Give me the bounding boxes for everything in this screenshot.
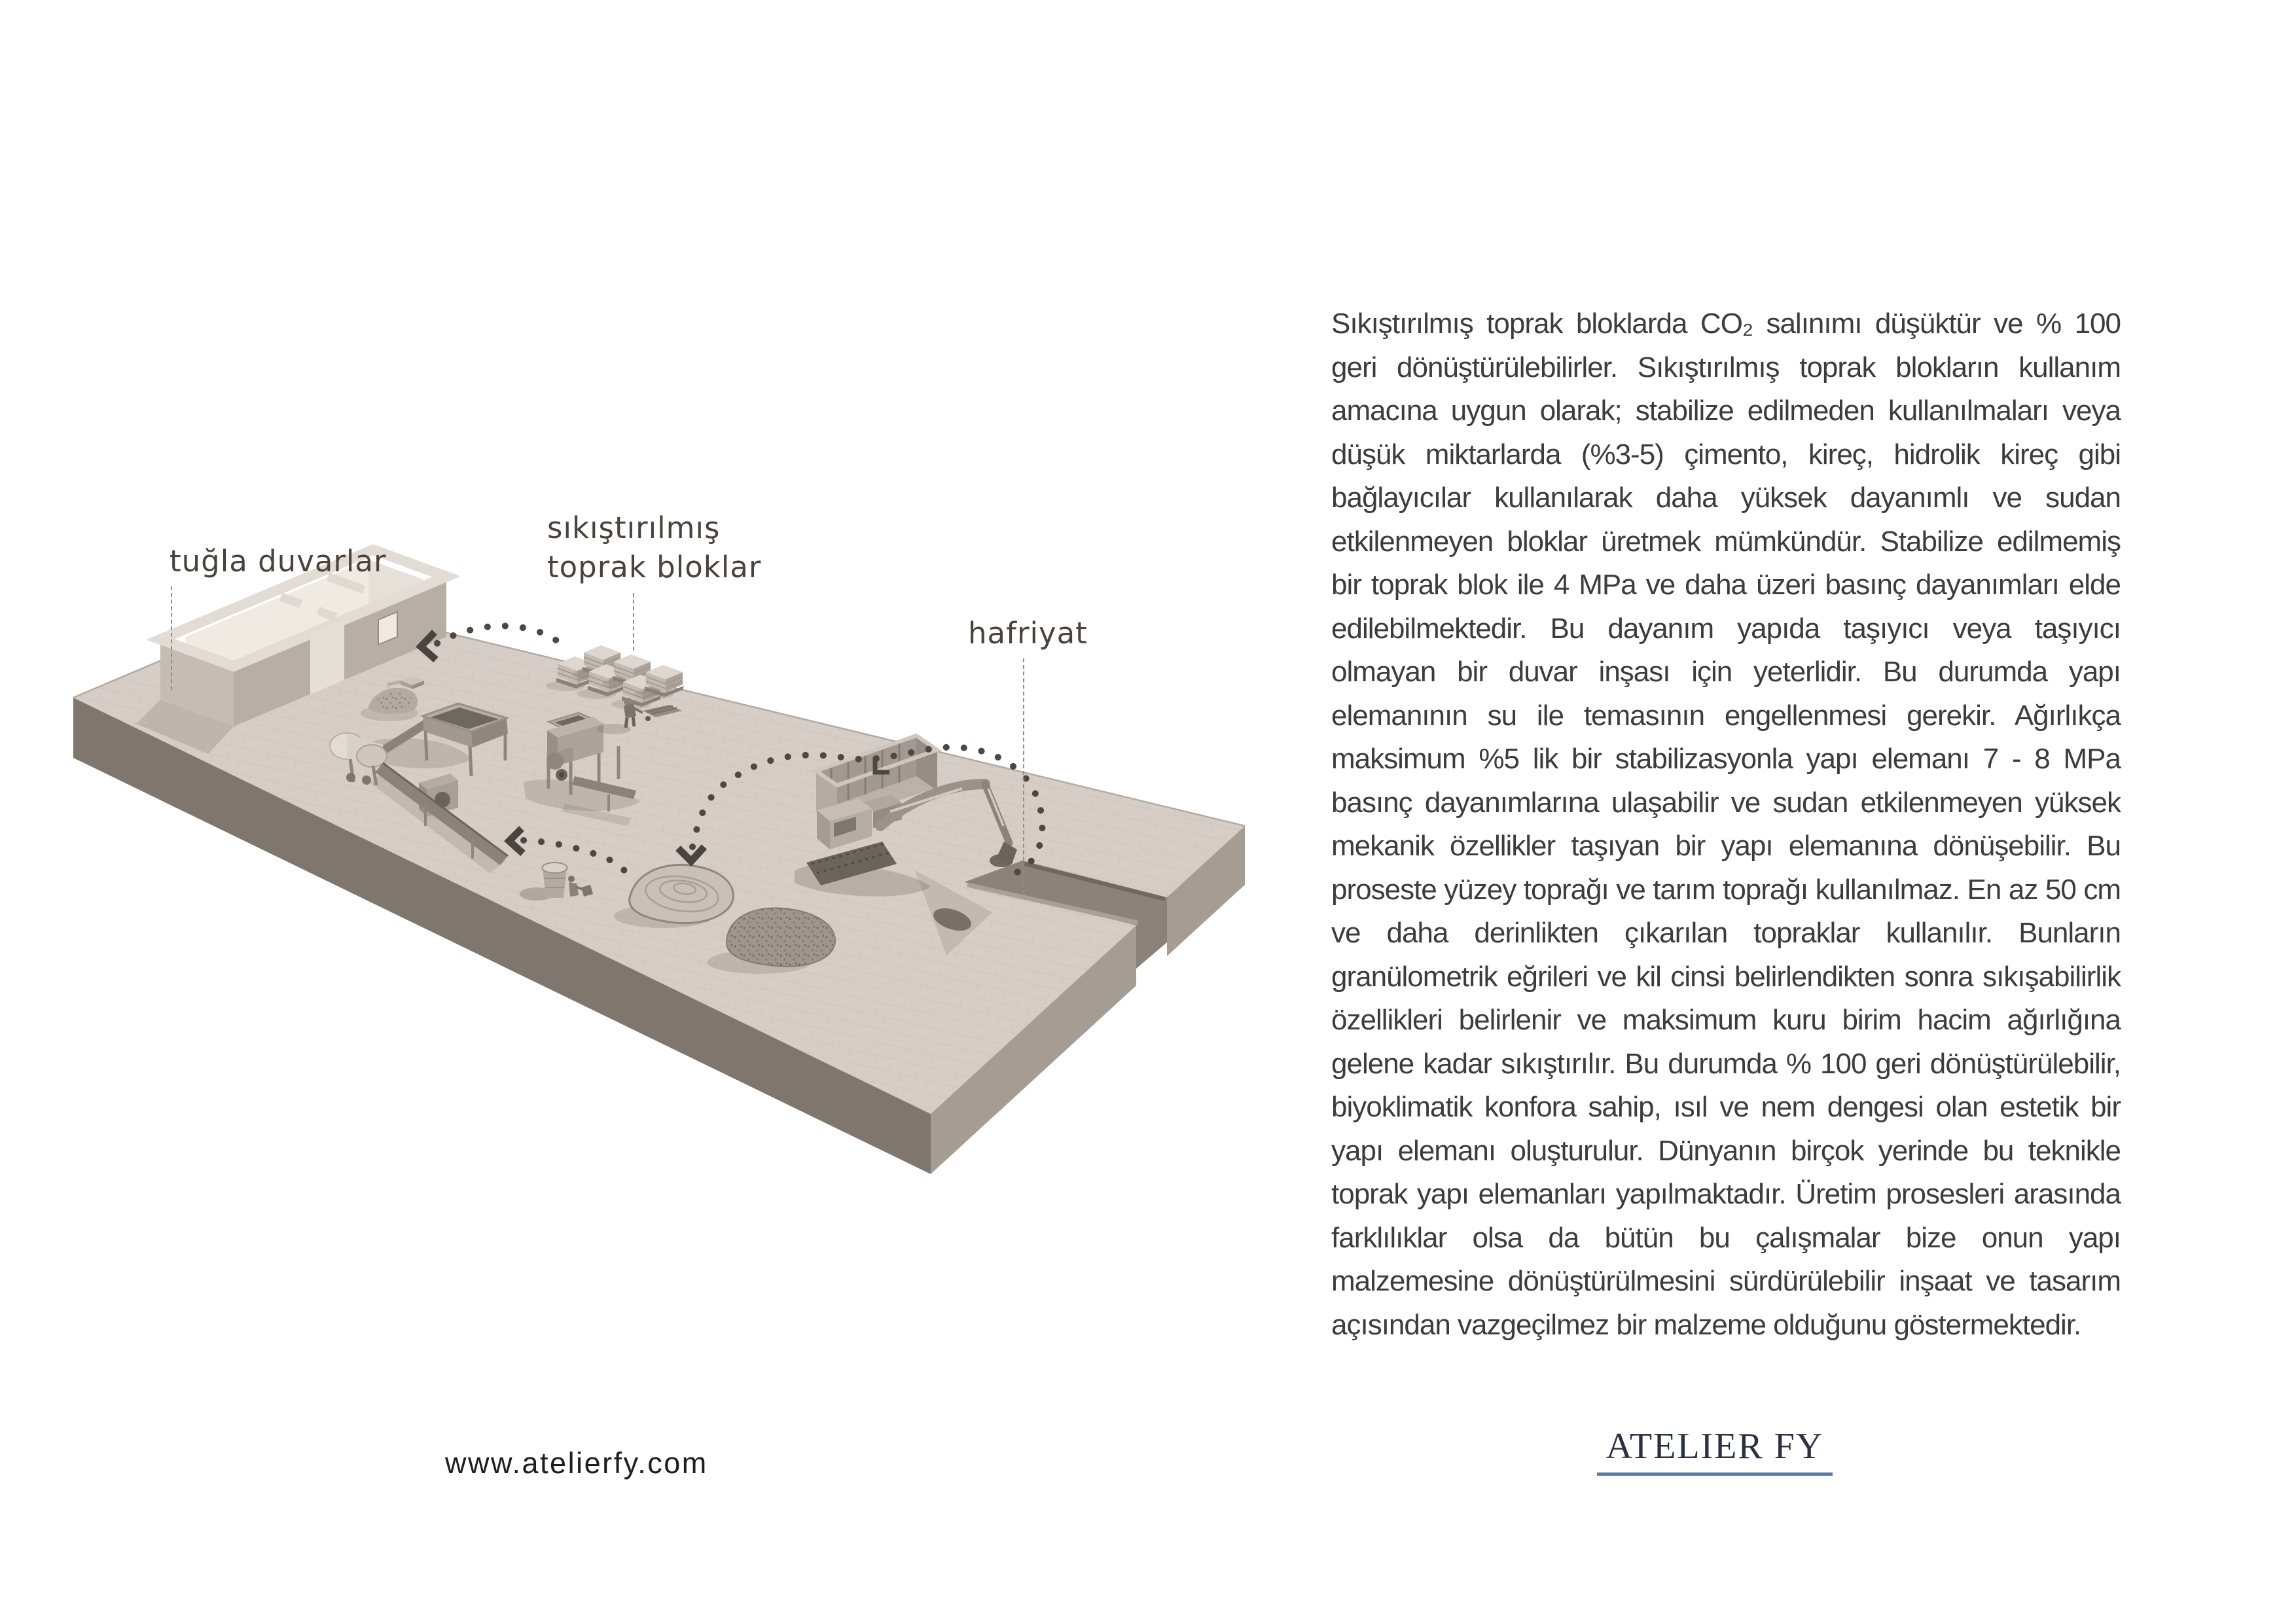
brand-underline	[1597, 1472, 1833, 1476]
brand-logo	[1597, 1425, 1833, 1476]
label-brick-walls: tuğla duvarlar	[170, 544, 387, 579]
leader-line-excavation	[1023, 658, 1024, 894]
leader-line-earth-blocks	[633, 593, 634, 651]
label-excavation: hafriyat	[968, 616, 1088, 651]
article-paragraph: Sıkıştırılmış toprak bloklarda CO₂ salınımı düşüktür ve % 100 geri dönüştürülebilirler. Sıkıştırılmış toprak blokların kullanım amacına uygun olarak; stabilize edilmeden kullanılmaları veya düşük miktarlarda (%3-5) çimento, kireç, hidrolik kireç gibi bağlayıcılar kullanılarak daha yüksek dayanımlı ve sudan etkilenmeyen bloklar üretmek mümkündür. Stabilize edilmemiş bir toprak blok ile 4 MPa ve daha üzeri basınç dayanımları elde edilebilmektedir. Bu dayanım yapıda taşıyıcı veya taşıyıcı olmayan bir duvar inşası için yeterlidir. Bu durumda yapı elemanının su ile temasının engellenmesi gerekir. Ağırlıkça maksimum %5 lik bir stabilizasyonla yapı elemanı 7 - 8 MPa basınç dayanımlarına ulaşabilir ve sudan etkilenmeyen yüksek mekanik özellikler taşıyan bir yapı elemanına dönüşebilir. Bu proseste yüzey toprağı ve tarım toprağı kullanılmaz. En az 50 cm ve daha derinlikten çıkarılan topraklar kullanılır. Bunların granülometrik eğrileri ve kil cinsi belirlendikten sonra sıkışabilirlik özellikleri belirlenir ve maksimum kuru birim hacim ağırlığına gelene kadar sıkıştırılır. Bu durumda % 100 geri dönüştürülebilir, biyoklimatik konfora sahip, ısıl ve nem dengesi olan estetik bir yapı elemanı oluşturulur. Dünyanın birçok yerinde bu teknikle toprak yapı elemanları yapılmaktadır. Üretim prosesleri arasında farklılıklar olsa da bütün bu çalışmalar bize onun yapı malzemesine dönüştürülmesini sürdürülebilir inşaat ve tasarım açısından vazgeçilmez bir malzeme olduğunu göstermektedir.	[1331, 308, 2121, 1341]
label-earth-blocks-line1: sıkıştırılmış	[547, 510, 721, 545]
brand-name: ATELIER FY	[1605, 1426, 1824, 1467]
label-earth-blocks	[547, 508, 761, 587]
website-url: www.atelierfy.com	[445, 1446, 708, 1480]
leader-line-brick-walls	[171, 586, 172, 690]
label-earth-blocks-line2: toprak bloklar	[547, 550, 762, 584]
